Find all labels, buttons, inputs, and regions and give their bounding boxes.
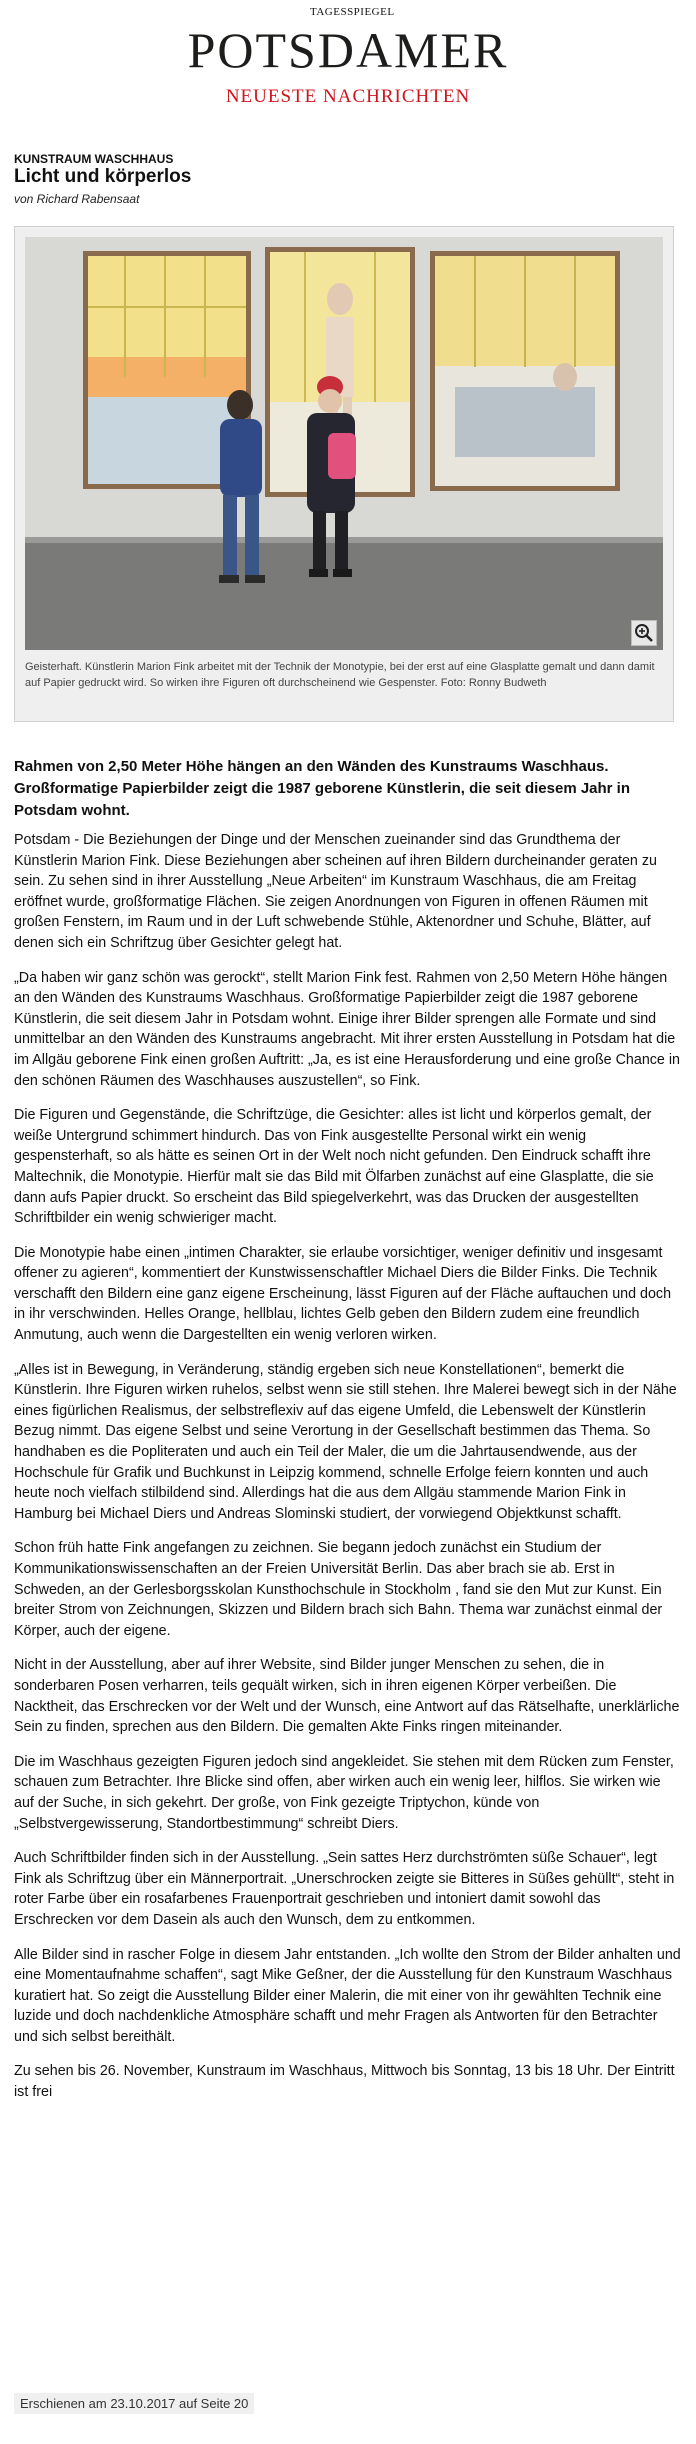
- article-headline: Licht und körperlos: [14, 166, 192, 187]
- publication-note: Erschienen am 23.10.2017 auf Seite 20: [14, 2393, 254, 2414]
- article-paragraph: Zu sehen bis 26. November, Kunstraum im Waschhaus, Mittwoch bis Sonntag, 13 bis 18 Uhr. Der Eintritt ist frei: [14, 2063, 675, 2101]
- article-paragraph: „Da haben wir ganz schön was gerockt“, stellt Marion Fink fest. Rahmen von 2,50 Metern Höhe hängen an den Wänden des Kunstraums Waschhaus. Großformatige Papierbilder zeigt die 1987 geborene Künstlerin, die seit diesem Jahr in Potsdam wohnt. Einige ihrer Bilder sprengen alle Formate und sind unmittelbar an den Wänden des Kunstraums angebracht. Mit ihrer ersten Ausstellung in Potsdam hat die im Allgäu geborene Fink einen großen Auftritt: „Ja, es ist eine Herausforderung und eine große Chance in den schönen Räumen des Waschhauses auszustellen“, so Fink.: [14, 969, 680, 1089]
- masthead: [0, 0, 696, 130]
- article-paragraph: Alle Bilder sind in rascher Folge in diesem Jahr entstanden. „Ich wollte den Strom der Bilder anhalten und eine Momentaufnahme schaffen“, sagt Mike Geßner, der die Ausstellung für den Kunstraum Waschhaus kuratiert hat. So zeigt die Ausstellung Bilder einer Malerin, die mit einer von ihr gewählten Technik eine luzide und doch nachdenkliche Atmosphäre schafft und mehr Fragen als Antworten für den Betrachter und sich selbst bereithält.: [14, 1946, 681, 2045]
- magnifier-plus-icon: [632, 621, 656, 645]
- article-rubric: KUNSTRAUM WASCHHAUS: [14, 152, 174, 166]
- article-paragraph: „Alles ist in Bewegung, in Veränderung, ständig ergeben sich neue Konstellationen“, bemerkt die Künstlerin. Ihre Figuren wirken ruhelos, selbst wenn sie still stehen. Ihre Malerei bewegt sich in der Nähe eines figürlichen Realismus, der selbstreflexiv auf das eigene Umfeld, die Lebenswelt der Künstlerin Bezug nimmt. Das eigene Selbst und seine Verortung in der Gesellschaft bestimmen das Thema. So handhaben es die Popliteraten und auch ein Teil der Maler, die um die Jahrtausendwende, aus der Hochschule für Grafik und Buchkunst in Leipzig kommend, schnelle Erfolge feiern konnten und auch heute noch vielfach stilbildend sind. Allerdings hat die aus dem Allgäu stammende Marion Fink in Hamburg bei Michael Diers und Andreas Slominski studiert, der vorwiegend Objektkunst schafft.: [14, 1361, 677, 1522]
- article-body: [14, 830, 682, 2117]
- zoom-button[interactable]: [631, 620, 657, 646]
- article-author: von Richard Rabensaat: [14, 192, 140, 206]
- article-paragraph: Die Monotypie habe einen „intimen Charakter, sie erlaube vorsichtiger, weniger definitiv und insgesamt offener zu agieren“, kommentiert der Kunstwissenschaftler Michael Diers die Bilder Finks. Die Technik verschafft den Bildern eine ganz eigene Erscheinung, lässt Figuren auf der Fläche auftauchen und doch in ihr verschwinden. Helles Orange, hellblau, lichtes Gelb geben den Bildern zudem eine freundlich Anmutung, auch wenn die Dargestellten ein wenig verloren wirken.: [14, 1244, 672, 1344]
- masthead-tagesspiegel: TAGESSPIEGEL: [310, 6, 395, 18]
- gallery-photo[interactable]: [25, 237, 663, 650]
- photo-caption: Geisterhaft. Künstlerin Marion Fink arbeitet mit der Technik der Monotypie, bei der erst auf eine Glasplatte gemalt und dann damit auf Papier gedruckt wird. So wirken ihre Figuren oft durchscheinend wie Gespenster. Foto: Ronny Budweth: [25, 661, 655, 689]
- article-paragraph: Die Figuren und Gegenstände, die Schriftzüge, die Gesichter: alles ist licht und körperlos gemalt, der weiße Untergrund schimmert hindurch. Das von Fink ausgestellte Personal wirkt ein wenig gespensterhaft, so als hätte es seinen Ort in der Welt noch nicht gefunden. Den Eindruck schafft ihre Maltechnik, die Monotypie. Hierfür malt sie das Bild mit Ölfarben zunächst auf eine Glasplatte, die sie dann aufs Papier druckt. So erscheint das Bild spiegelverkehrt, was das Drucken der ausgestellten Schriftbilder ein wenig schwieriger macht.: [14, 1107, 654, 1227]
- article-lead: Rahmen von 2,50 Meter Höhe hängen an den Wänden des Kunstraums Waschhaus. Großformatige Papierbilder zeigt die 1987 geborene Künstlerin, die seit diesem Jahr in Potsdam wohnt.: [14, 758, 631, 819]
- article-paragraph: Nicht in der Ausstellung, aber auf ihrer Website, sind Bilder junger Menschen zu sehen, die in sonderbaren Posen verharren, teils gequält wirken, sich in ihren eigenen Körper verbeißen. Die Nacktheit, das Erschrecken vor der Welt und der Wunsch, eine Antwort auf das Rätselhafte, unerklärliche Sein zu finden, sprechen aus den Bildern. Die gemalten Akte Finks ringen miteinander.: [14, 1657, 680, 1736]
- article-paragraph: Auch Schriftbilder finden sich in der Ausstellung. „Sein sattes Herz durchströmten süße Schauer“, legt Fink als Schriftzug über ein Männerportrait. „Unerschrocken zeigte sie Bitteres in Süßes gehüllt“, steht in roter Farbe über ein rosafarbenes Frauenportrait geschrieben und intoniert damit sowohl das Erschrecken vor dem Dasein als auch den Wunsch, dem zu entkommen.: [14, 1850, 675, 1928]
- article-paragraph: Potsdam - Die Beziehungen der Dinge und der Menschen zueinander sind das Grundthema der Künstlerin Marion Fink. Diese Beziehungen aber scheinen auf ihren Bildern durcheinander geraten zu sein. Zu sehen sind in ihrer Ausstellung „Neue Arbeiten“ im Kunstraum Waschhaus, die am Freitag eröffnet wurde, großformatige Flächen. Sie zeigen Anordnungen von Figuren in offenen Räumen mit großen Fenstern, im Raum und in der Luft schwebende Stühle, Aktenordner und Schuhe, Blätter, auf denen sich ein Schriftzug über Gesichter gelegt hat.: [14, 832, 657, 951]
- masthead-title: POTSDAMER: [187, 22, 509, 78]
- masthead-subtitle: NEUESTE NACHRICHTEN: [225, 86, 471, 107]
- article-paragraph: Schon früh hatte Fink angefangen zu zeichnen. Sie begann jedoch zunächst ein Studium der Kommunikationswissenschaften an der Freien Universität Berlin. Das aber brach sie ab. Erst in Schweden, an der Gerlesborgsskolan Kunsthochschule in Stockholm , fand sie den Mut zur Kunst. Ein breiter Strom von Zeichnungen, Skizzen und Bildern brach sich Bahn. Thema war zunächst einmal der Körper, auch der eigene.: [14, 1540, 663, 1639]
- article-paragraph: Die im Waschhaus gezeigten Figuren jedoch sind angekleidet. Sie stehen mit dem Rücken zum Fenster, schauen zum Betrachter. Ihre Blicke sind offen, aber wirken auch ein wenig leer, hilflos. Sie wirken wie auf der Suche, in sich gekehrt. Der große, von Fink gezeigte Triptychon, künde von „Selbstvergewisserung, Standortbestimmung“ schreibt Diers.: [14, 1753, 674, 1832]
- article-figure: [14, 226, 674, 722]
